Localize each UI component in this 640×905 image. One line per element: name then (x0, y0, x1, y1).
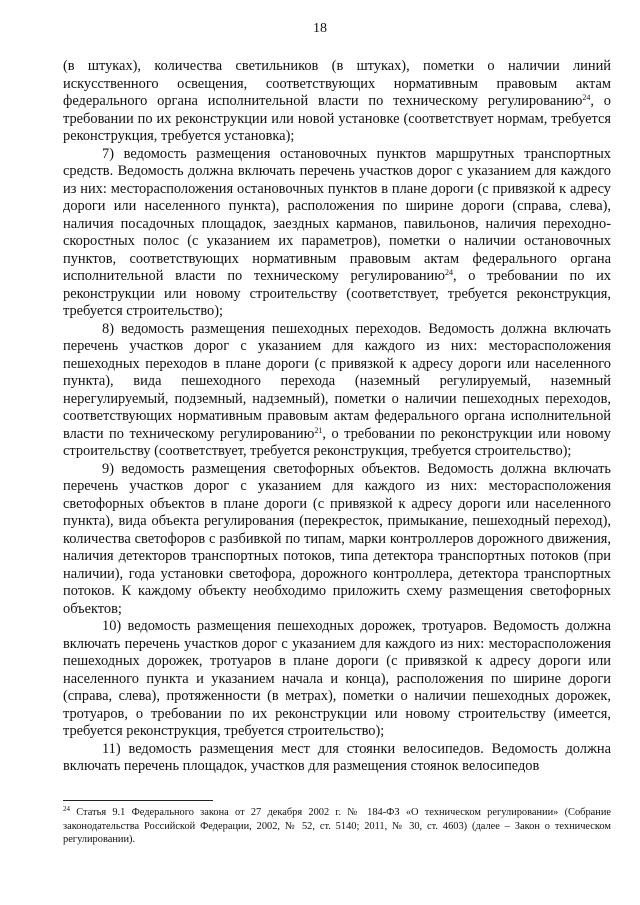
footnote-divider (63, 800, 213, 801)
paragraph-text: 7) ведомость размещения остановочных пунктов маршрутных транспортных средств. Ведомость должна включать перечень участков дорог с указанием для каждого из них: месторасположения остановочных пунктов в плане дороги (с привязкой к адресу дороги или населенного пункта), расположения по ширине дороги (справа, слева), наличия посадочных площадок, заездных карманов, павильонов, наличия переходно-скоростных полос (с указанием их параметров), пометки о наличии остановочных пунктов, соответствующих нормативным правовым актам федерального органа исполнительной власти по техническому регулированию (63, 145, 611, 284)
paragraph-lighting-continuation (63, 58, 611, 146)
page-number: 18 (313, 21, 327, 36)
paragraph-tail: , о требовании по их реконструкции или новой установке (соответствует нормам, требуется реконструкция, требуется установка); (63, 93, 611, 144)
body-text (63, 58, 611, 776)
paragraph-text: 11) ведомость размещения мест для стоянки велосипедов. Ведомость должна включать перечень площадок, участков для размещения стоянок велосипедов (63, 740, 611, 774)
paragraph-pedestrian-crossings (63, 321, 611, 461)
paragraph-traffic-lights (63, 461, 611, 619)
paragraph-bus-stops (63, 146, 611, 321)
paragraph-text: 8) ведомость размещения пешеходных переходов. Ведомость должна включать перечень участков дорог с указанием для каждого из них: месторасположения пешеходных переходов в плане дороги (с привязкой к адресу дороги или населенного пункта), вида пешеходного перехода (наземный регулируемый, наземный нерегулируемый, подземный, надземный), пометки о наличии пешеходных переходов, соответствующих нормативным правовым актам федерального органа исполнительной власти по техническому регулированию (63, 320, 611, 442)
paragraph-bicycle-parking (63, 741, 611, 776)
footnote (63, 806, 611, 847)
paragraph-tail: , о требовании по реконструкции или новому строительству (соответствует, требуется реконструкция, требуется строительство); (63, 425, 611, 459)
paragraph-text: 10) ведомость размещения пешеходных дорожек, тротуаров. Ведомость должна включать перечень участков дорог с указанием для каждого из них: месторасположения пешеходных дорожек, тротуаров в плане дороги (с привязкой к адресу дороги или населенного пункта и указанием начала и конца), расположения по ширине дороги (справа, слева), протяженности (в метрах), пометки о наличии пешеходных дорожек, тротуаров, о требовании по их реконструкции или новому строительству (имеется, требуется реконструкция, требуется строительство); (63, 618, 611, 739)
footnote-reference[interactable]: 24 (445, 268, 453, 277)
paragraph-tail: , о требовании по их реконструкции или новому строительству (соответствует, требуется реконструкция, требуется строительство); (63, 268, 611, 319)
footnote-reference[interactable]: 24 (582, 93, 591, 102)
paragraph-text: 9) ведомость размещения светофорных объектов. Ведомость должна включать перечень участков дорог с указанием для каждого из них: месторасположения светофорных объектов в плане дороги (с привязкой к адресу дороги или населенного пункта), вида объекта регулирования (перекресток, примыкание, пешеходный переход), количества светофоров с разбивкой по типам, марки контроллеров дорожного движения, наличия детекторов транспортных потоков, типа детектора транспортных потоков (при наличии), года установки светофора, дорожного контроллера, детектора транспортных потоков. К каждому объекту необходимо приложить схему размещения светофорных объектов; (63, 460, 611, 617)
footnote-reference[interactable]: 21 (314, 425, 323, 435)
footnote-text: Статья 9.1 Федерального закона от 27 декабря 2002 г. № 184-ФЗ «О техническом регулировании» (Собрание законодательства Российской Федерации, 2002, № 52, ст. 5140; 2011, № 30, ст. 4603) (далее – Закон о техническом регулировании). (63, 807, 611, 845)
paragraph-sidewalks (63, 618, 611, 741)
paragraph-text: (в штуках), количества светильников (в штуках), пометки о наличии линий искусственного освещения, соответствующих нормативным правовым актам федерального органа исполнительной власти по техническому регулированию (63, 58, 611, 109)
footnote-number: 24 (63, 805, 70, 813)
